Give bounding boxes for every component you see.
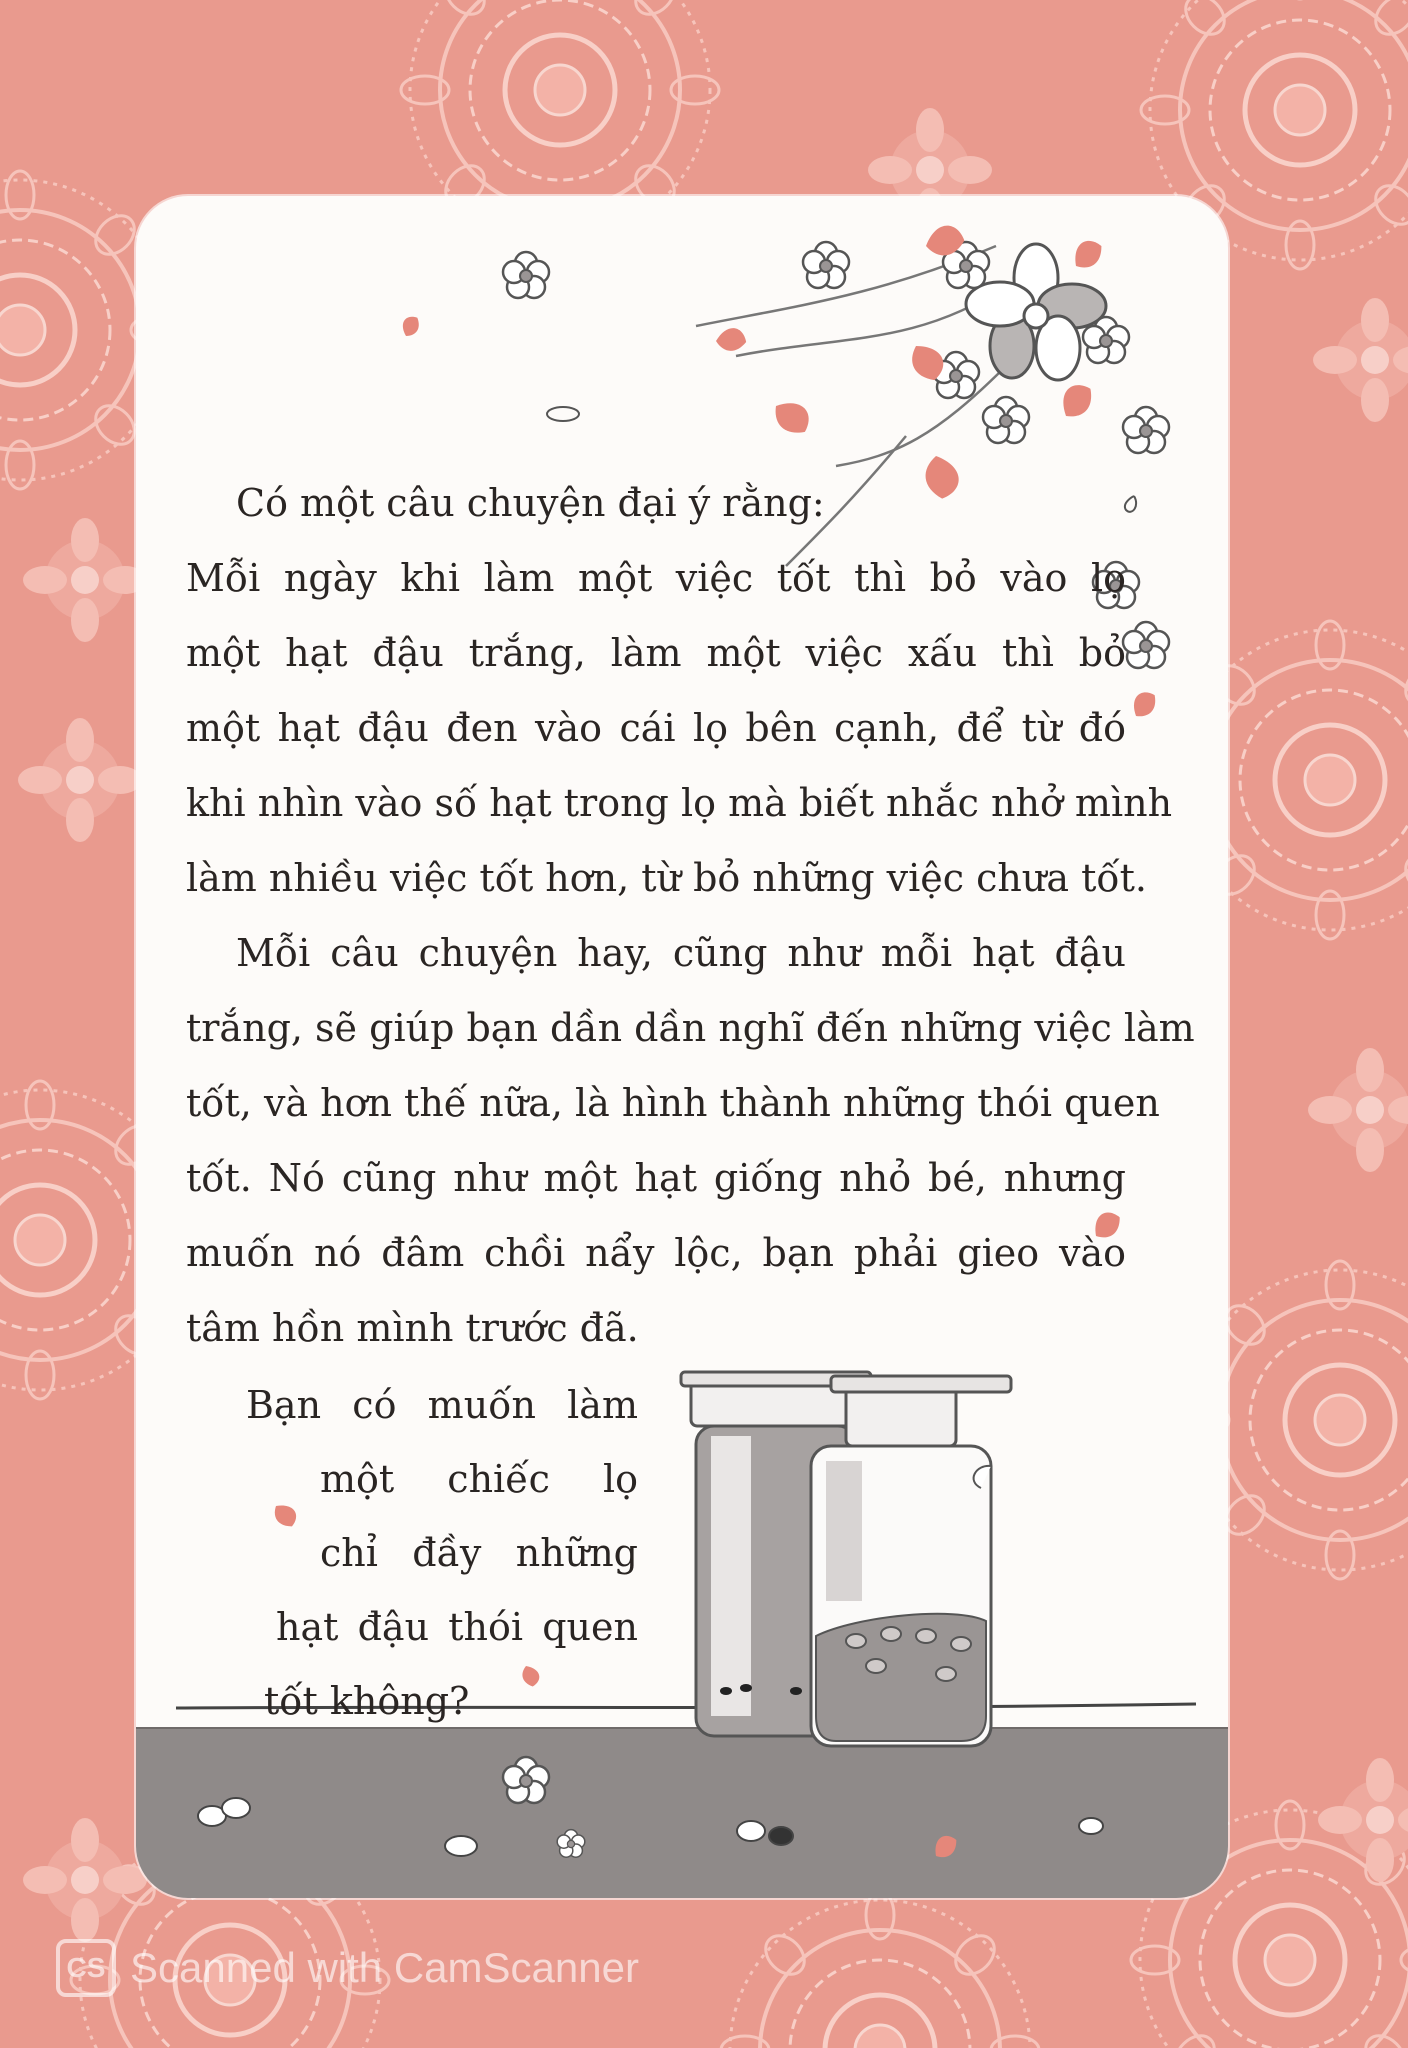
text-line: chỉ đầy những (320, 1531, 638, 1575)
content-card (136, 196, 1228, 1898)
story-text (186, 466, 1195, 1366)
text-line: làm nhiều việc tốt hơn, từ bỏ những việc chưa tốt. (186, 856, 1147, 900)
paragraph-1 (186, 466, 1173, 916)
camscanner-watermark (56, 1938, 639, 1998)
text-line: muốn nó đâm chồi nẩy lộc, bạn phải gieo vào (186, 1231, 1126, 1275)
text-line: hạt đậu thói quen (276, 1605, 638, 1649)
text-line: Mỗi câu chuyện hay, cũng như mỗi hạt đậu (236, 931, 1126, 975)
text-line: tốt, và hơn thế nữa, là hình thành những thói quen (186, 1081, 1160, 1125)
paragraph-2 (186, 916, 1195, 1366)
text-line: khi nhìn vào số hạt trong lọ mà biết nhắc nhở mình (186, 781, 1173, 825)
text-line: Có một câu chuyện đại ý rằng: (236, 481, 825, 525)
question-text (246, 1368, 638, 1738)
text-line: trắng, sẽ giúp bạn dần dần nghĩ đến những việc làm (186, 1006, 1195, 1050)
text-line: một hạt đậu trắng, làm một việc xấu thì bỏ (186, 631, 1126, 675)
text-line: tốt. Nó cũng như một hạt giống nhỏ bé, nhưng (186, 1156, 1126, 1200)
text-line: một chiếc lọ (320, 1457, 638, 1501)
text-line: Bạn có muốn làm (246, 1383, 638, 1427)
watermark-text: Scanned with CamScanner (130, 1944, 639, 1991)
text-line: tốt không? (264, 1679, 470, 1723)
text-line: tâm hồn mình trước đã. (186, 1306, 639, 1350)
camscanner-logo-icon: CS (56, 1939, 116, 1997)
text-line: một hạt đậu đen vào cái lọ bên cạnh, để từ đó (186, 706, 1126, 750)
text-line: Mỗi ngày khi làm một việc tốt thì bỏ vào lọ (186, 556, 1126, 600)
